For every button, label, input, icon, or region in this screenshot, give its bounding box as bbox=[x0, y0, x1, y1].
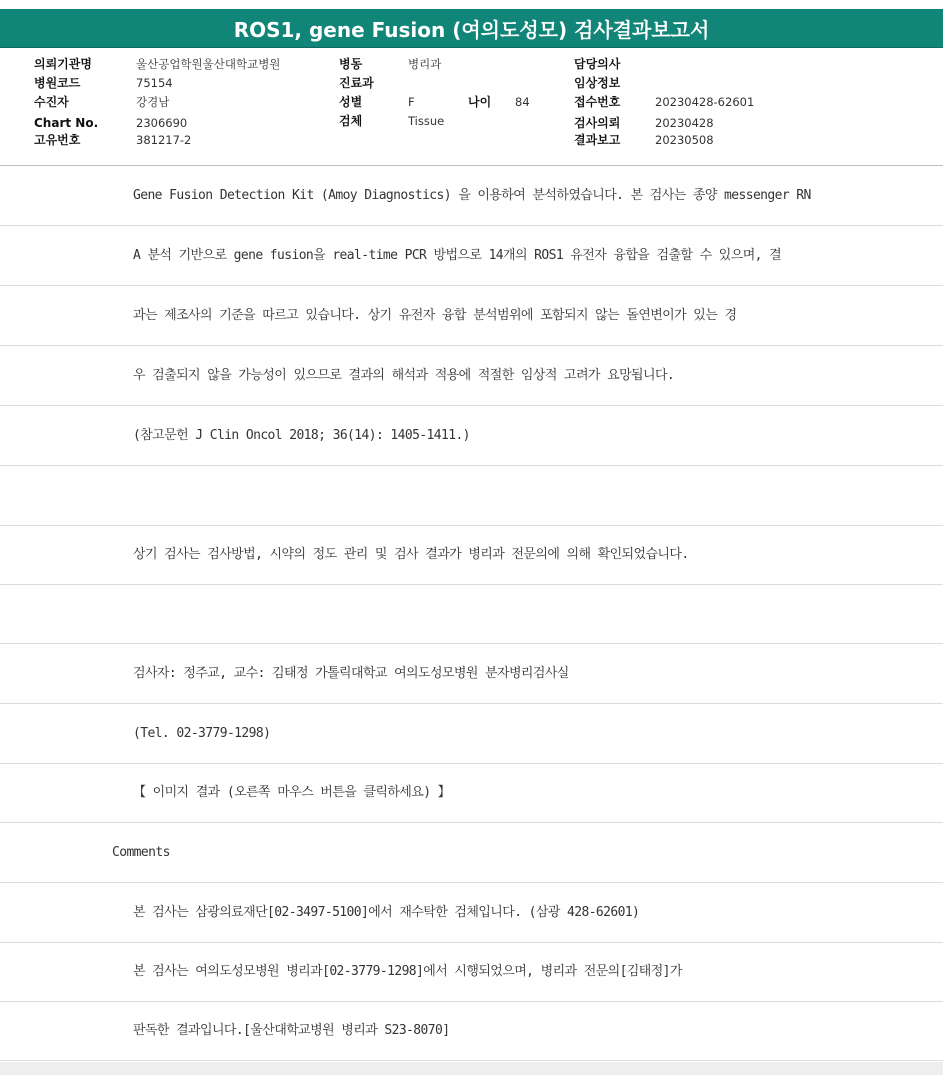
result-line-text: 상기 검사는 검사방법, 시약의 정도 관리 및 검사 결과가 병리과 전문의에 의해 확인되었습니다. bbox=[133, 547, 689, 562]
clinical-info-label: 임상정보 bbox=[574, 76, 621, 90]
hospital-code-value: 75154 bbox=[136, 76, 173, 90]
report-title-bar bbox=[0, 9, 943, 48]
result-line-text: (Tel. 02-3779-1298) bbox=[133, 726, 271, 741]
specimen-value: Tissue bbox=[408, 114, 445, 128]
footer-band bbox=[0, 1062, 943, 1075]
specimen-label: 검체 bbox=[339, 114, 363, 128]
sex-value: F bbox=[408, 95, 415, 109]
unique-id-label: 고유번호 bbox=[34, 133, 81, 147]
age-label: 나이 bbox=[468, 95, 492, 109]
comment-line-text: 본 검사는 여의도성모병원 병리과[02-3779-1298]에서 시행되었으며, 병리과 전문의[김태정]가 bbox=[133, 964, 682, 979]
report-title: ROS1, gene Fusion (여의도성모) 검사결과보고서 bbox=[233, 17, 710, 42]
report-date-label: 결과보고 bbox=[574, 133, 621, 147]
result-line-text: 검사자: 정주교, 교수: 김태정 가톨릭대학교 여의도성모병원 분자병리검사실 bbox=[133, 666, 569, 681]
receipt-no-label: 접수번호 bbox=[574, 95, 621, 109]
ward-value: 병리과 bbox=[408, 57, 442, 71]
result-line bbox=[0, 466, 943, 526]
institution-value: 울산공업학원울산대학교병원 bbox=[136, 57, 281, 71]
result-content bbox=[0, 166, 943, 1075]
result-line bbox=[0, 286, 943, 346]
result-line-text: A 분석 기반으로 gene fusion을 real-time PCR 방법으로 14개의 ROS1 유전자 융합을 검출할 수 있으며, 결 bbox=[133, 248, 782, 263]
report-date-value: 20230508 bbox=[655, 133, 714, 147]
result-line-text: 우 검출되지 않을 가능성이 있으므로 결과의 해석과 적용에 적절한 임상적 고려가 요망됩니다. bbox=[133, 368, 675, 383]
patient-name-value: 강경남 bbox=[136, 95, 170, 109]
result-line bbox=[0, 166, 943, 226]
result-line bbox=[0, 406, 943, 466]
result-line bbox=[0, 644, 943, 704]
department-label: 진료과 bbox=[339, 76, 374, 90]
doctor-label: 담당의사 bbox=[574, 57, 621, 71]
comment-line bbox=[0, 883, 943, 943]
comment-line bbox=[0, 1001, 943, 1061]
request-date-label: 검사의뢰 bbox=[574, 116, 621, 130]
result-line bbox=[0, 346, 943, 406]
comments-heading-row bbox=[0, 823, 943, 883]
unique-id-value: 381217-2 bbox=[136, 133, 192, 147]
result-line-text: Gene Fusion Detection Kit (Amoy Diagnostics) 을 이용하여 분석하였습니다. 본 검사는 종양 messenger RN bbox=[133, 188, 811, 203]
image-result-link[interactable]: 【 이미지 결과 (오른쪽 마우스 버튼을 클릭하세요) 】 bbox=[133, 785, 451, 800]
result-line-text: (참고문헌 J Clin Oncol 2018; 36(14): 1405-1411.) bbox=[133, 428, 470, 443]
ward-label: 병동 bbox=[339, 57, 363, 71]
comment-line-text: 판독한 결과입니다.[울산대학교병원 병리과 S23-8070] bbox=[133, 1023, 450, 1038]
request-date-value: 20230428 bbox=[655, 116, 714, 130]
result-line bbox=[0, 226, 943, 286]
institution-label: 의뢰기관명 bbox=[34, 57, 92, 71]
chart-no-value: 2306690 bbox=[136, 116, 188, 130]
patient-info-header bbox=[0, 48, 943, 166]
chart-no-label: Chart No. bbox=[34, 116, 99, 130]
result-line bbox=[0, 584, 943, 644]
image-result-link-row[interactable] bbox=[0, 763, 943, 823]
hospital-code-label: 병원코드 bbox=[34, 76, 81, 90]
result-line-text: 과는 제조사의 기준을 따르고 있습니다. 상기 유전자 융합 분석범위에 포함되지 않는 돌연변이가 있는 경 bbox=[133, 308, 737, 323]
receipt-no-value: 20230428-62601 bbox=[655, 95, 755, 109]
comment-line-text: 본 검사는 삼광의료재단[02-3497-5100]에서 재수탁한 검체입니다. (삼광 428-62601) bbox=[133, 905, 640, 920]
comments-heading: Comments bbox=[112, 845, 170, 860]
comment-line bbox=[0, 942, 943, 1002]
sex-label: 성별 bbox=[339, 95, 363, 109]
patient-name-label: 수진자 bbox=[34, 95, 69, 109]
result-line bbox=[0, 525, 943, 585]
result-line bbox=[0, 704, 943, 764]
age-value: 84 bbox=[515, 95, 530, 109]
